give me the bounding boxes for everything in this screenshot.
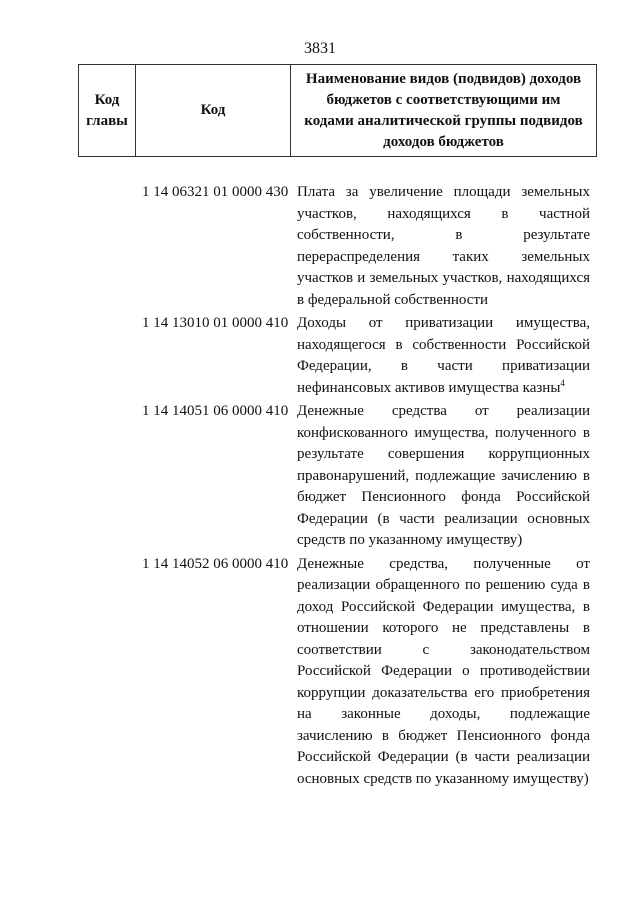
row-name <box>297 182 590 311</box>
table-row <box>0 182 640 311</box>
row-name <box>297 313 590 399</box>
row-name <box>297 554 590 791</box>
row-name-text: Плата за увеличение площади земельных участков, находящихся в частной собственности, в результате перераспределения таких земельных участков и земельных участков, находящихся в федеральной собственности <box>297 184 590 308</box>
header-chapter-code: Код главы <box>79 65 136 156</box>
row-code: 1 14 06321 01 0000 430 <box>142 184 289 200</box>
table-body <box>0 182 640 792</box>
row-name-text: Денежные средства от реализации конфискованного имущества, полученного в результате совершения коррупционных правонарушений, подлежащие зачислению в бюджет Пенсионного фонда Российской Федерации (в части реализации основных средств по указанному имуществу) <box>297 403 590 548</box>
page-number: 3831 <box>304 40 336 57</box>
row-code: 1 14 13010 01 0000 410 <box>142 315 289 331</box>
table-row <box>0 554 640 791</box>
row-name-text: Доходы от приватизации имущества, находящегося в собственности Российской Федерации, в части приватизации нефинансовых активов имущества казны <box>297 315 590 396</box>
table-header <box>78 64 597 157</box>
row-name-text: Денежные средства, полученные от реализации обращенного по решению суда в доход Российской Федерации имущества, в отношении которого не представлены в соответствии с законодательством Российской Федерации о противодействии коррупции доказательства его приобретения на законные доходы, подлежащие зачислению в бюджет Пенсионного фонда Российской Федерации (в части реализации основных средств по указанному имуществу) <box>297 555 590 787</box>
table-row <box>0 313 640 399</box>
header-code: Код <box>136 65 291 156</box>
row-code: 1 14 14051 06 0000 410 <box>142 403 289 419</box>
table-row <box>0 401 640 552</box>
row-code: 1 14 14052 06 0000 410 <box>142 555 289 572</box>
footnote-marker: 4 <box>560 377 565 388</box>
header-income-name: Наименование видов (подвидов) доходов бюджетов с соответствующими им кодами аналитической группы подвидов доходов бюджетов <box>304 70 583 150</box>
row-name <box>297 401 590 552</box>
